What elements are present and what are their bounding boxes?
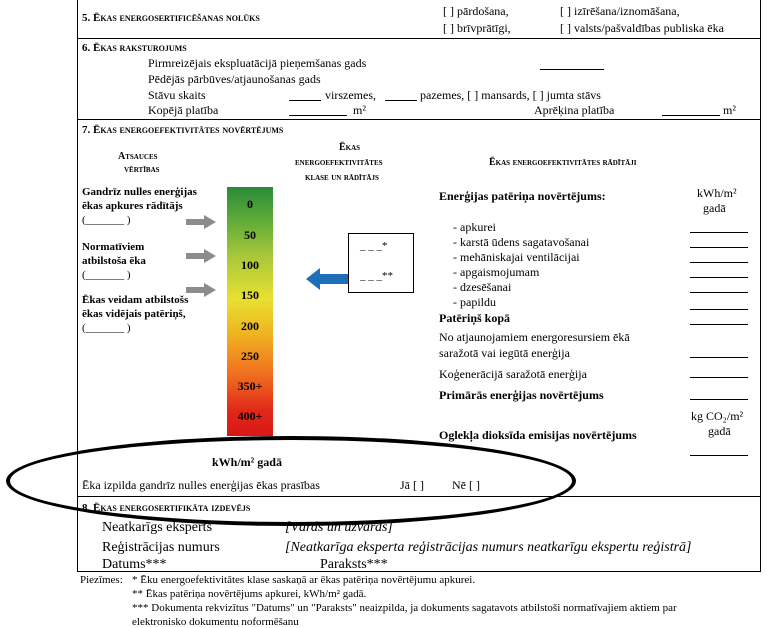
blank-cooling <box>690 292 748 293</box>
scale-label-250: 250 <box>241 349 259 363</box>
scale-label-350: 350+ <box>237 379 263 393</box>
energy-assessment-title: Enerģijas patēriņa novērtējums: <box>439 189 606 203</box>
first-use-year-label: Pirmreizējais ekspluatācijā pieņemšanas gads <box>148 56 367 70</box>
option-rent: [ ] izīrēšana/iznomāšana, <box>560 4 680 18</box>
floors-below-label: pazemes, [ ] mansards, [ ] jumta stāvs <box>420 88 601 102</box>
ref2-line2: atbilstoša ēka <box>82 255 146 267</box>
floors-above-label: virszemes, <box>325 88 376 102</box>
ref-header-line2: vērtības <box>124 164 160 175</box>
renovation-year-label: Pēdējās pārbūves/atjaunošanas gads <box>148 72 321 86</box>
notes-label: Piezīmes: <box>80 574 123 586</box>
signature-label: Paraksts*** <box>320 557 388 572</box>
ref1-value: (_______ ) <box>82 214 131 226</box>
ref1-line1: Gandrīz nulles enerģijas <box>82 186 197 198</box>
scale-label-50: 50 <box>244 228 256 242</box>
scale-label-0: 0 <box>247 197 253 211</box>
note-2: ** Ēkas patēriņa novērtējums apkurei, kWh/m² gadā. <box>132 588 367 600</box>
item-cooling: - dzesēšanai <box>453 280 512 294</box>
item-lighting: - apgaismojumam <box>453 265 540 279</box>
ref-header-line1: Atsauces <box>118 151 158 162</box>
ref1-line2: ēkas apkures rādītājs <box>82 200 183 212</box>
class-value-placeholder: _ _ _* <box>360 240 388 252</box>
scale-label-200: 200 <box>241 319 259 333</box>
unit-kwh-line1: kWh/m² <box>697 186 737 200</box>
floors-below-blank <box>385 100 417 101</box>
blank-co2 <box>690 455 748 456</box>
section6-title: 6. Ēkas raksturojums <box>82 42 187 54</box>
floors-above-blank <box>289 100 321 101</box>
frame-right <box>760 0 761 571</box>
option-sale: [ ] pārdošana, <box>443 4 509 18</box>
blank-primary <box>690 399 748 400</box>
renewable-line1: No atjaunojamiem energoresursiem ēkā <box>439 330 630 344</box>
section7-title: 7. Ēkas energoefektivitātes novērtējums <box>82 124 284 136</box>
total-area-unit: m² <box>353 103 366 117</box>
calc-area-unit: m² <box>723 103 736 117</box>
renewable-line2: saražotā vai iegūtā enerģija <box>439 346 570 360</box>
blank-lighting <box>690 277 748 278</box>
primary-energy-label: Primārās enerģijas novērtējums <box>439 388 604 402</box>
option-voluntary: [ ] brīvprātīgi, <box>443 21 511 35</box>
expert-label: Neatkarīgs eksperts <box>102 520 213 535</box>
ref2-arrow-icon <box>186 249 216 263</box>
divider-5-6 <box>77 38 761 39</box>
class-header-line1: Ēkas <box>339 142 361 153</box>
class-header-line2: energoefektivitātes <box>295 157 383 168</box>
calc-area-label: Aprēķina platība <box>534 103 615 117</box>
item-hot-water: - karstā ūdens sagatavošanai <box>453 235 590 249</box>
calc-area-blank <box>662 115 720 116</box>
nzeb-question: Ēka izpilda gandrīz nulles enerģijas ēkas prasības <box>82 478 320 492</box>
nzeb-yes-checkbox[interactable]: Jā [ ] <box>400 478 424 492</box>
floors-label: Stāvu skaits <box>148 88 206 102</box>
note-3: *** Dokumenta rekvizītus "Datums" un "Paraksts" neaizpilda, ja dokuments sagatavots atbilstoši normatīvajiem aktiem par <box>132 602 677 614</box>
indicator-value-placeholder: _ _ _** <box>360 270 393 282</box>
expert-value: [Vārds un uzvārds] <box>285 520 393 535</box>
scale-label-150: 150 <box>241 288 259 302</box>
blank-ventilation <box>690 262 748 263</box>
blank-total <box>690 324 748 325</box>
item-ventilation: - mehāniskajai ventilācijai <box>453 250 580 264</box>
ref3-value: (_______ ) <box>82 322 131 334</box>
first-use-year-blank <box>540 69 604 70</box>
ref2-value: (_______ ) <box>82 269 131 281</box>
energy-class-scale <box>227 187 273 436</box>
scale-label-400: 400+ <box>237 409 263 423</box>
section8-title: 8. Ēkas energosertifikāta izdevējs <box>82 502 251 514</box>
unit-co2-line2: gadā <box>708 424 731 438</box>
total-consumption-label: Patēriņš kopā <box>439 311 511 325</box>
indicators-header: Ēkas energoefektivitātes rādītāji <box>489 157 637 168</box>
ref1-arrow-icon <box>186 215 216 229</box>
nzeb-no-checkbox[interactable]: Nē [ ] <box>452 478 480 492</box>
section5-title: 5. Ēkas energosertificēšanas nolūks <box>82 12 260 24</box>
scale-label-100: 100 <box>241 258 259 272</box>
class-header-line3: klase un rādītājs <box>305 172 379 183</box>
blank-cogeneration <box>690 377 748 378</box>
total-area-blank <box>289 115 347 116</box>
cogeneration-label: Koģenerācijā saražotā enerģija <box>439 367 587 381</box>
total-area-label: Kopējā platība <box>148 103 219 117</box>
divider-6-7 <box>77 119 761 120</box>
ref3-line2: ēkas vidējais patēriņš, <box>82 308 186 320</box>
unit-co2-line1: kg CO₂/m² <box>691 409 744 423</box>
co2-label: Oglekļa dioksīda emisijas novērtējums <box>439 428 637 442</box>
item-additional: - papildu <box>453 295 496 309</box>
divider-8-notes <box>77 571 761 572</box>
note-4: elektronisko dokumentu noformēšanu <box>132 616 299 628</box>
blank-renewable <box>690 357 748 358</box>
registration-label: Reģistrācijas numurs <box>102 540 220 555</box>
unit-kwh-line2: gadā <box>703 201 726 215</box>
note-1: * Ēku energoefektivitātes klase saskaņā ar ēkas patēriņa novērtējumu apkurei. <box>132 574 476 586</box>
class-indicator-box <box>348 233 414 293</box>
ref2-line1: Normatīviem <box>82 241 145 253</box>
class-pointer-arrow-icon <box>306 268 348 290</box>
option-public: [ ] valsts/pašvaldības publiska ēka <box>560 21 724 35</box>
blank-hot-water <box>690 247 748 248</box>
ref3-line1: Ēkas veidam atbilstošs <box>82 294 189 306</box>
blank-heating <box>690 232 748 233</box>
registration-value: [Neatkarīga eksperta reģistrācijas numurs neatkarīgu ekspertu reģistrā] <box>285 540 692 555</box>
blank-additional <box>690 309 748 310</box>
ref3-arrow-icon <box>186 283 216 297</box>
scale-unit: kWh/m² gadā <box>212 455 282 469</box>
item-heating: - apkurei <box>453 220 496 234</box>
date-label: Datums*** <box>102 557 167 572</box>
